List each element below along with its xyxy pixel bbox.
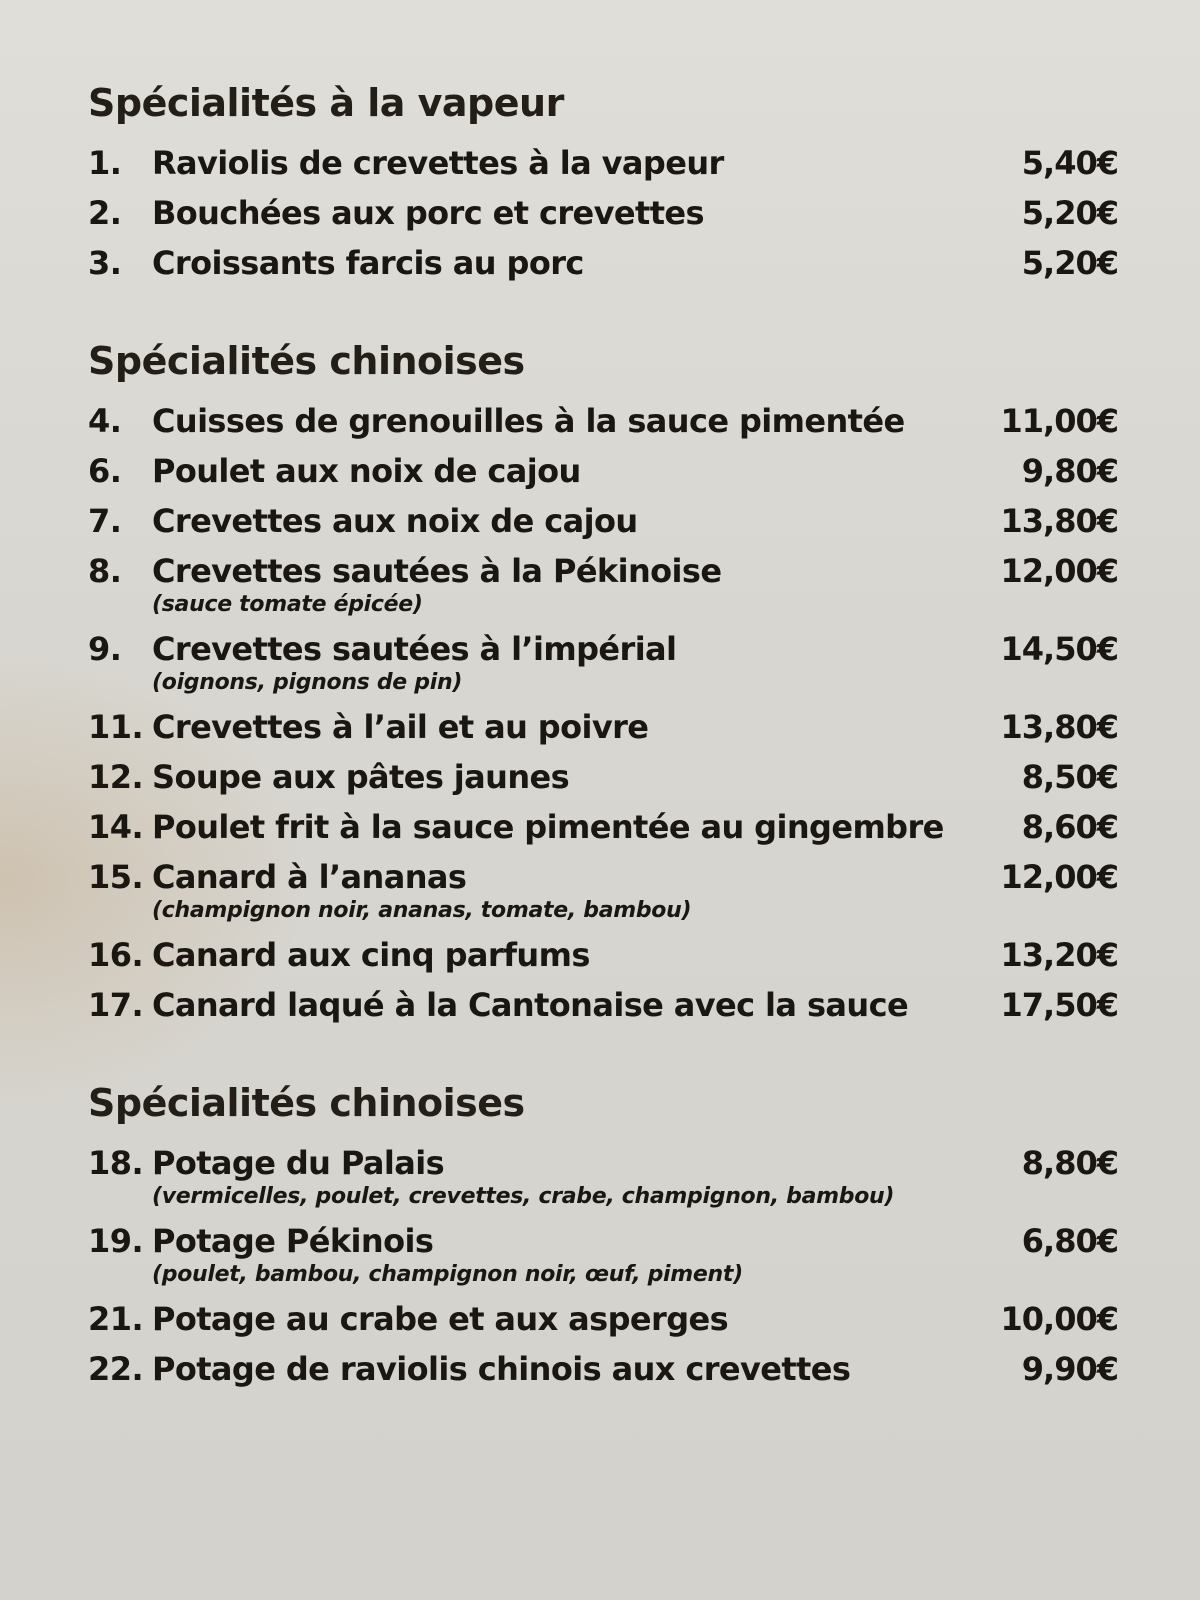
item-name: Potage de raviolis chinois aux crevettes xyxy=(152,1350,851,1388)
item-name: Poulet aux noix de cajou xyxy=(152,452,581,490)
section-steamed xyxy=(88,78,1118,288)
menu-item xyxy=(88,138,1118,188)
item-price: 8,50€ xyxy=(1021,758,1118,796)
item-number: 9. xyxy=(88,630,122,668)
item-price: 10,00€ xyxy=(1000,1300,1118,1338)
section-chinese-soups xyxy=(88,1078,1118,1394)
item-price: 12,00€ xyxy=(1000,858,1118,896)
item-number: 19. xyxy=(88,1222,144,1260)
menu-item xyxy=(88,852,1118,902)
item-name: Raviolis de crevettes à la vapeur xyxy=(152,144,724,182)
item-price: 5,20€ xyxy=(1021,244,1118,282)
menu-item xyxy=(88,980,1118,1030)
item-number: 1. xyxy=(88,144,122,182)
item-name: Canard à l’ananas xyxy=(152,858,467,896)
menu-item xyxy=(88,802,1118,852)
item-number: 4. xyxy=(88,402,122,440)
menu-item xyxy=(88,238,1118,288)
item-note: (vermicelles, poulet, crevettes, crabe, champignon, bambou) xyxy=(152,1184,895,1209)
menu-item xyxy=(88,446,1118,496)
item-number: 21. xyxy=(88,1300,144,1338)
menu-item xyxy=(88,496,1118,546)
item-price: 14,50€ xyxy=(1000,630,1118,668)
item-name: Bouchées aux porc et crevettes xyxy=(152,194,704,232)
item-number: 14. xyxy=(88,808,144,846)
menu-item xyxy=(88,1294,1118,1344)
menu-item xyxy=(88,1138,1118,1188)
item-number: 6. xyxy=(88,452,122,490)
item-price: 9,90€ xyxy=(1021,1350,1118,1388)
item-note: (champignon noir, ananas, tomate, bambou) xyxy=(152,898,692,923)
item-number: 2. xyxy=(88,194,122,232)
section-title: Spécialités chinoises xyxy=(88,339,525,383)
item-price: 9,80€ xyxy=(1021,452,1118,490)
item-number: 12. xyxy=(88,758,144,796)
menu-item xyxy=(88,930,1118,980)
menu-item xyxy=(88,624,1118,674)
menu-item xyxy=(88,188,1118,238)
item-name: Potage Pékinois xyxy=(152,1222,434,1260)
section-chinese-specialties xyxy=(88,336,1118,1030)
menu-item xyxy=(88,1216,1118,1266)
item-name: Poulet frit à la sauce pimentée au gingembre xyxy=(152,808,944,846)
item-number: 11. xyxy=(88,708,144,746)
menu-item xyxy=(88,702,1118,752)
item-price: 5,40€ xyxy=(1021,144,1118,182)
menu-item xyxy=(88,752,1118,802)
section-title: Spécialités chinoises xyxy=(88,1081,525,1125)
item-note: (sauce tomate épicée) xyxy=(152,592,423,617)
item-name: Crevettes aux noix de cajou xyxy=(152,502,638,540)
item-name: Soupe aux pâtes jaunes xyxy=(152,758,570,796)
item-price: 12,00€ xyxy=(1000,552,1118,590)
item-name: Potage du Palais xyxy=(152,1144,445,1182)
item-price: 13,80€ xyxy=(1000,502,1118,540)
menu-item xyxy=(88,396,1118,446)
item-price: 17,50€ xyxy=(1000,986,1118,1024)
item-price: 13,80€ xyxy=(1000,708,1118,746)
item-name: Canard aux cinq parfums xyxy=(152,936,590,974)
item-note: (poulet, bambou, champignon noir, œuf, piment) xyxy=(152,1262,743,1287)
menu-page xyxy=(88,78,1118,1442)
item-price: 6,80€ xyxy=(1021,1222,1118,1260)
item-name: Croissants farcis au porc xyxy=(152,244,584,282)
item-name: Crevettes sautées à l’impérial xyxy=(152,630,677,668)
item-note: (oignons, pignons de pin) xyxy=(152,670,463,695)
menu-item xyxy=(88,1344,1118,1394)
item-number: 7. xyxy=(88,502,122,540)
section-title: Spécialités à la vapeur xyxy=(88,81,564,125)
item-price: 11,00€ xyxy=(1000,402,1118,440)
item-price: 5,20€ xyxy=(1021,194,1118,232)
item-name: Potage au crabe et aux asperges xyxy=(152,1300,729,1338)
item-number: 22. xyxy=(88,1350,144,1388)
menu-item xyxy=(88,546,1118,596)
item-name: Crevettes sautées à la Pékinoise xyxy=(152,552,722,590)
item-number: 18. xyxy=(88,1144,144,1182)
item-number: 15. xyxy=(88,858,144,896)
item-price: 8,80€ xyxy=(1021,1144,1118,1182)
item-price: 8,60€ xyxy=(1021,808,1118,846)
item-number: 17. xyxy=(88,986,144,1024)
item-name: Crevettes à l’ail et au poivre xyxy=(152,708,649,746)
item-name: Canard laqué à la Cantonaise avec la sauce xyxy=(152,986,909,1024)
item-number: 3. xyxy=(88,244,122,282)
item-number: 8. xyxy=(88,552,122,590)
item-name: Cuisses de grenouilles à la sauce pimentée xyxy=(152,402,905,440)
item-price: 13,20€ xyxy=(1000,936,1118,974)
item-number: 16. xyxy=(88,936,144,974)
